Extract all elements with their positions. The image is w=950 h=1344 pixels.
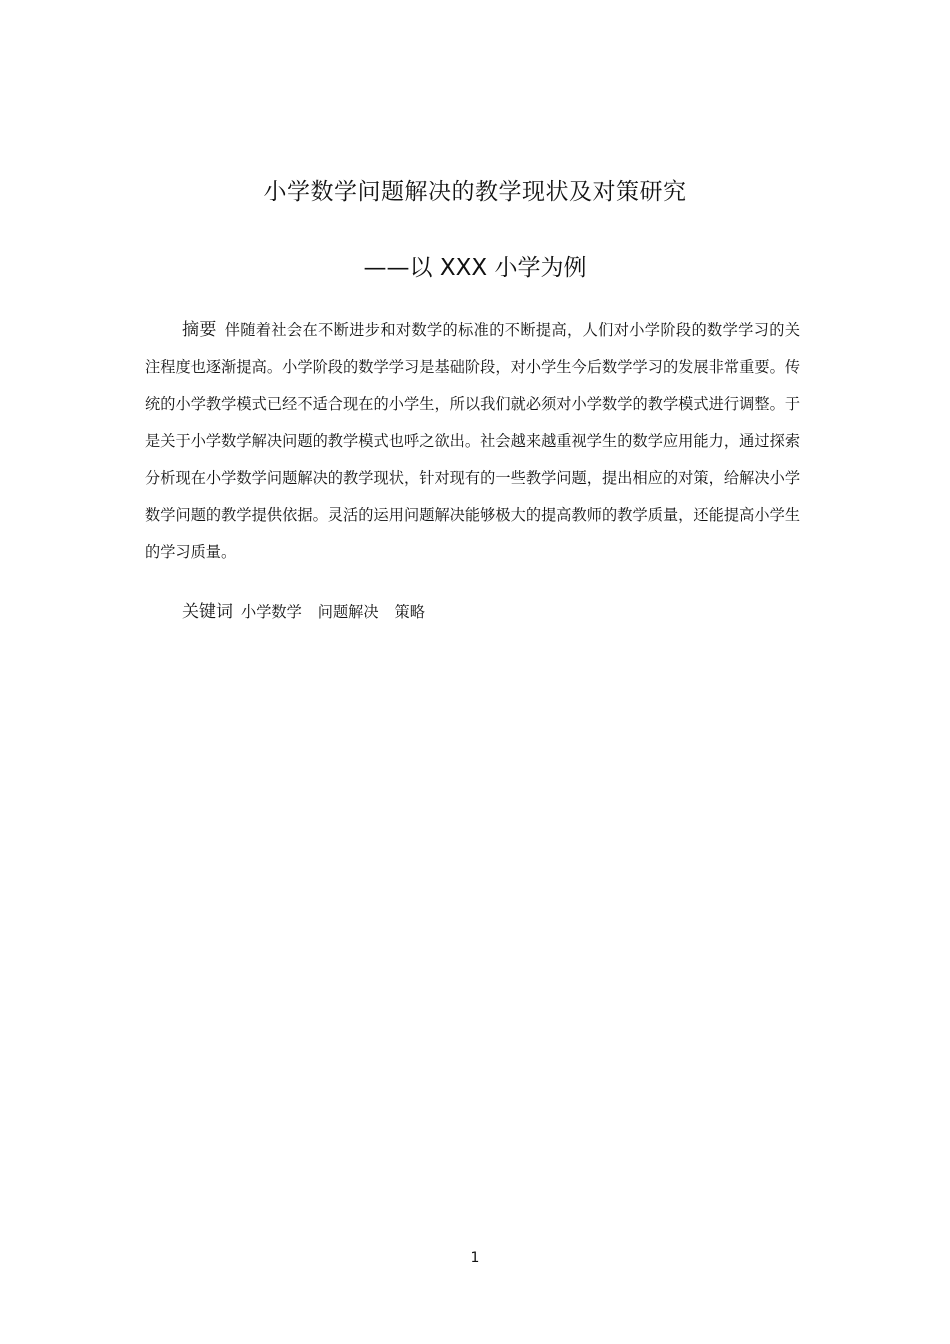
- paper-subtitle: ——以 XXX 小学为例: [363, 255, 587, 281]
- abstract-paragraph: [145, 312, 800, 571]
- keywords-line: [145, 594, 800, 631]
- keyword-item: 小学数学: [241, 603, 302, 621]
- keyword-item: 策略: [394, 603, 425, 621]
- abstract-label: 摘要: [182, 320, 217, 340]
- abstract-text: 伴随着社会在不断进步和对数学的标准的不断提高，人们对小学阶段的数学学习的关注程度也逐渐提高。小学阶段的数学学习是基础阶段，对小学生今后数学学习的发展非常重要。传统的小学教学模式已经不适合现在的小学生，所以我们就必须对小学数学的教学模式进行调整。于是关于小学数学解决问题的教学模式也呼之欲出。社会越来越重视学生的数学应用能力，通过探索分析现在小学数学问题解决的教学现状，针对现有的一些教学问题，提出相应的对策，给解决小学数学问题的教学提供依据。灵活的运用问题解决能够极大的提高教师的教学质量，还能提高小学生的学习质量。: [145, 321, 801, 561]
- page-number: 1: [470, 1250, 480, 1266]
- paper-title: 小学数学问题解决的教学现状及对策研究: [263, 179, 687, 205]
- keyword-item: 问题解决: [317, 603, 379, 621]
- keywords-label: 关键词: [182, 602, 233, 622]
